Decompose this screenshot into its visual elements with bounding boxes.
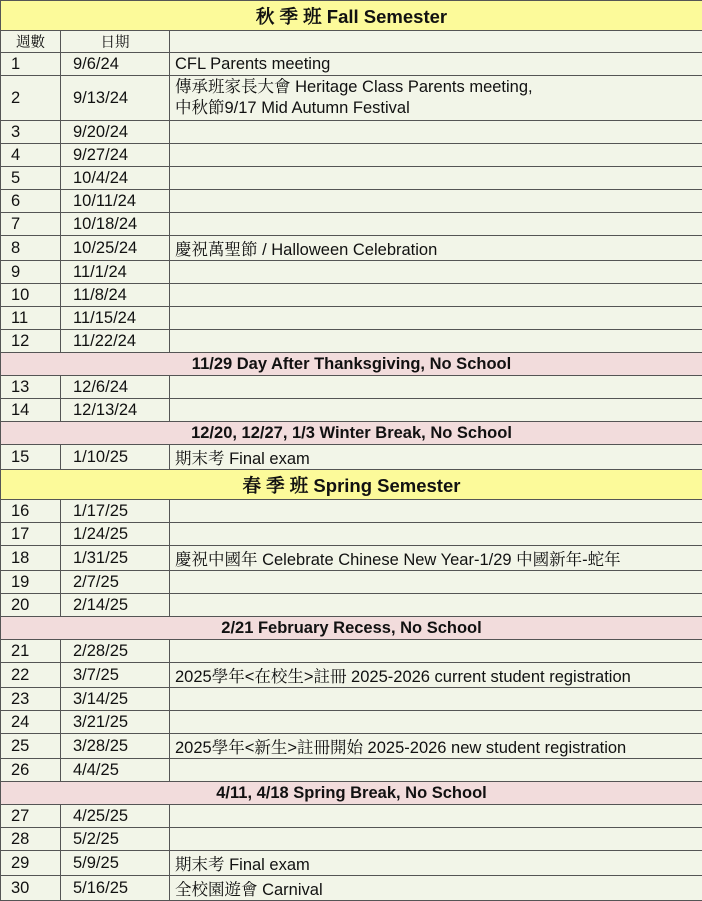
table-row (1, 734, 702, 759)
class-date: 5/16/25 (61, 876, 170, 901)
class-date: 2/28/25 (61, 640, 170, 663)
week-number: 4 (1, 144, 61, 167)
table-row (1, 523, 702, 546)
class-date: 3/14/25 (61, 688, 170, 711)
week-number: 18 (1, 546, 61, 571)
event-description (170, 759, 702, 782)
table-row (1, 307, 702, 330)
spring-break-row (1, 782, 702, 805)
week-number: 2 (1, 76, 61, 121)
event-description: 期末考 Final exam (170, 851, 702, 876)
class-date: 3/7/25 (61, 663, 170, 688)
class-date: 2/7/25 (61, 571, 170, 594)
week-number: 28 (1, 828, 61, 851)
event-description (170, 399, 702, 422)
event-description: 期末考 Final exam (170, 445, 702, 470)
table-row (1, 500, 702, 523)
week-number: 29 (1, 851, 61, 876)
class-date: 9/13/24 (61, 76, 170, 121)
week-number: 16 (1, 500, 61, 523)
table-row (1, 167, 702, 190)
event-description: CFL Parents meeting (170, 53, 702, 76)
week-number: 26 (1, 759, 61, 782)
table-row (1, 121, 702, 144)
week-number: 14 (1, 399, 61, 422)
week-number: 30 (1, 876, 61, 901)
thanksgiving-break-notice: 11/29 Day After Thanksgiving, No School (1, 353, 702, 376)
week-number: 8 (1, 236, 61, 261)
date-column-header: 日期 (61, 31, 170, 53)
week-number: 21 (1, 640, 61, 663)
event-line: 傳承班家長大會 Heritage Class Parents meeting, (175, 77, 702, 98)
week-number: 15 (1, 445, 61, 470)
class-date: 10/11/24 (61, 190, 170, 213)
event-description (170, 144, 702, 167)
event-description: 慶祝中國年 Celebrate Chinese New Year-1/29 中國新年-蛇年 (170, 546, 702, 571)
week-number: 10 (1, 284, 61, 307)
class-date: 3/28/25 (61, 734, 170, 759)
class-date: 9/27/24 (61, 144, 170, 167)
event-description: 全校園遊會 Carnival (170, 876, 702, 901)
class-date: 12/13/24 (61, 399, 170, 422)
spring-semester-banner (1, 470, 702, 500)
february-recess-notice: 2/21 February Recess, No School (1, 617, 702, 640)
class-date: 9/6/24 (61, 53, 170, 76)
week-number: 19 (1, 571, 61, 594)
week-number: 6 (1, 190, 61, 213)
event-description (170, 500, 702, 523)
table-row (1, 805, 702, 828)
class-date: 9/20/24 (61, 121, 170, 144)
event-description: 慶祝萬聖節 / Halloween Celebration (170, 236, 702, 261)
week-number: 20 (1, 594, 61, 617)
table-row (1, 144, 702, 167)
event-description (170, 805, 702, 828)
event-column-header (170, 31, 702, 53)
table-row (1, 711, 702, 734)
table-row (1, 261, 702, 284)
event-description (170, 571, 702, 594)
table-row (1, 190, 702, 213)
week-number: 11 (1, 307, 61, 330)
event-description: 2025學年<在校生>註冊 2025-2026 current student registration (170, 663, 702, 688)
table-row (1, 759, 702, 782)
week-column-header: 週數 (1, 31, 61, 53)
table-row (1, 330, 702, 353)
class-date: 11/8/24 (61, 284, 170, 307)
event-description (170, 190, 702, 213)
class-date: 10/18/24 (61, 213, 170, 236)
class-date: 1/10/25 (61, 445, 170, 470)
table-row (1, 445, 702, 470)
event-description (170, 261, 702, 284)
table-header (1, 31, 702, 53)
class-date: 1/17/25 (61, 500, 170, 523)
table-row (1, 688, 702, 711)
week-number: 1 (1, 53, 61, 76)
table-row (1, 851, 702, 876)
class-date: 11/15/24 (61, 307, 170, 330)
event-description (170, 711, 702, 734)
winter-break-row (1, 422, 702, 445)
table-row (1, 571, 702, 594)
class-date: 11/22/24 (61, 330, 170, 353)
table-row (1, 594, 702, 617)
week-number: 13 (1, 376, 61, 399)
fall-semester-banner (1, 1, 702, 31)
event-description (170, 167, 702, 190)
table-row (1, 663, 702, 688)
fall-semester-title: 秋 季 班 Fall Semester (1, 1, 702, 31)
week-number: 23 (1, 688, 61, 711)
class-date: 3/21/25 (61, 711, 170, 734)
class-date: 12/6/24 (61, 376, 170, 399)
table-row (1, 236, 702, 261)
table-row (1, 876, 702, 901)
week-number: 17 (1, 523, 61, 546)
event-description (170, 688, 702, 711)
table-row (1, 376, 702, 399)
event-line: 中秋節9/17 Mid Autumn Festival (175, 98, 702, 119)
class-date: 1/24/25 (61, 523, 170, 546)
table-row (1, 76, 702, 121)
week-number: 25 (1, 734, 61, 759)
class-date: 5/9/25 (61, 851, 170, 876)
event-description (170, 594, 702, 617)
class-date: 10/4/24 (61, 167, 170, 190)
week-number: 12 (1, 330, 61, 353)
week-number: 27 (1, 805, 61, 828)
spring-semester-title: 春 季 班 Spring Semester (1, 470, 702, 500)
class-date: 4/25/25 (61, 805, 170, 828)
week-number: 7 (1, 213, 61, 236)
event-description: 2025學年<新生>註冊開始 2025-2026 new student registration (170, 734, 702, 759)
week-number: 22 (1, 663, 61, 688)
thanksgiving-break-row (1, 353, 702, 376)
event-description (170, 307, 702, 330)
event-description (170, 828, 702, 851)
week-number: 5 (1, 167, 61, 190)
winter-break-notice: 12/20, 12/27, 1/3 Winter Break, No School (1, 422, 702, 445)
table-row (1, 828, 702, 851)
table-row (1, 640, 702, 663)
table-row (1, 399, 702, 422)
event-description (170, 76, 702, 121)
week-number: 3 (1, 121, 61, 144)
week-number: 9 (1, 261, 61, 284)
table-row (1, 546, 702, 571)
spring-break-notice: 4/11, 4/18 Spring Break, No School (1, 782, 702, 805)
event-description (170, 330, 702, 353)
week-number: 24 (1, 711, 61, 734)
class-date: 5/2/25 (61, 828, 170, 851)
event-description (170, 121, 702, 144)
table-row (1, 284, 702, 307)
class-date: 4/4/25 (61, 759, 170, 782)
event-description (170, 213, 702, 236)
event-description (170, 523, 702, 546)
event-description (170, 376, 702, 399)
event-description (170, 640, 702, 663)
event-description (170, 284, 702, 307)
class-date: 10/25/24 (61, 236, 170, 261)
february-recess-row (1, 617, 702, 640)
table-row (1, 53, 702, 76)
class-date: 1/31/25 (61, 546, 170, 571)
class-date: 11/1/24 (61, 261, 170, 284)
class-date: 2/14/25 (61, 594, 170, 617)
table-row (1, 213, 702, 236)
